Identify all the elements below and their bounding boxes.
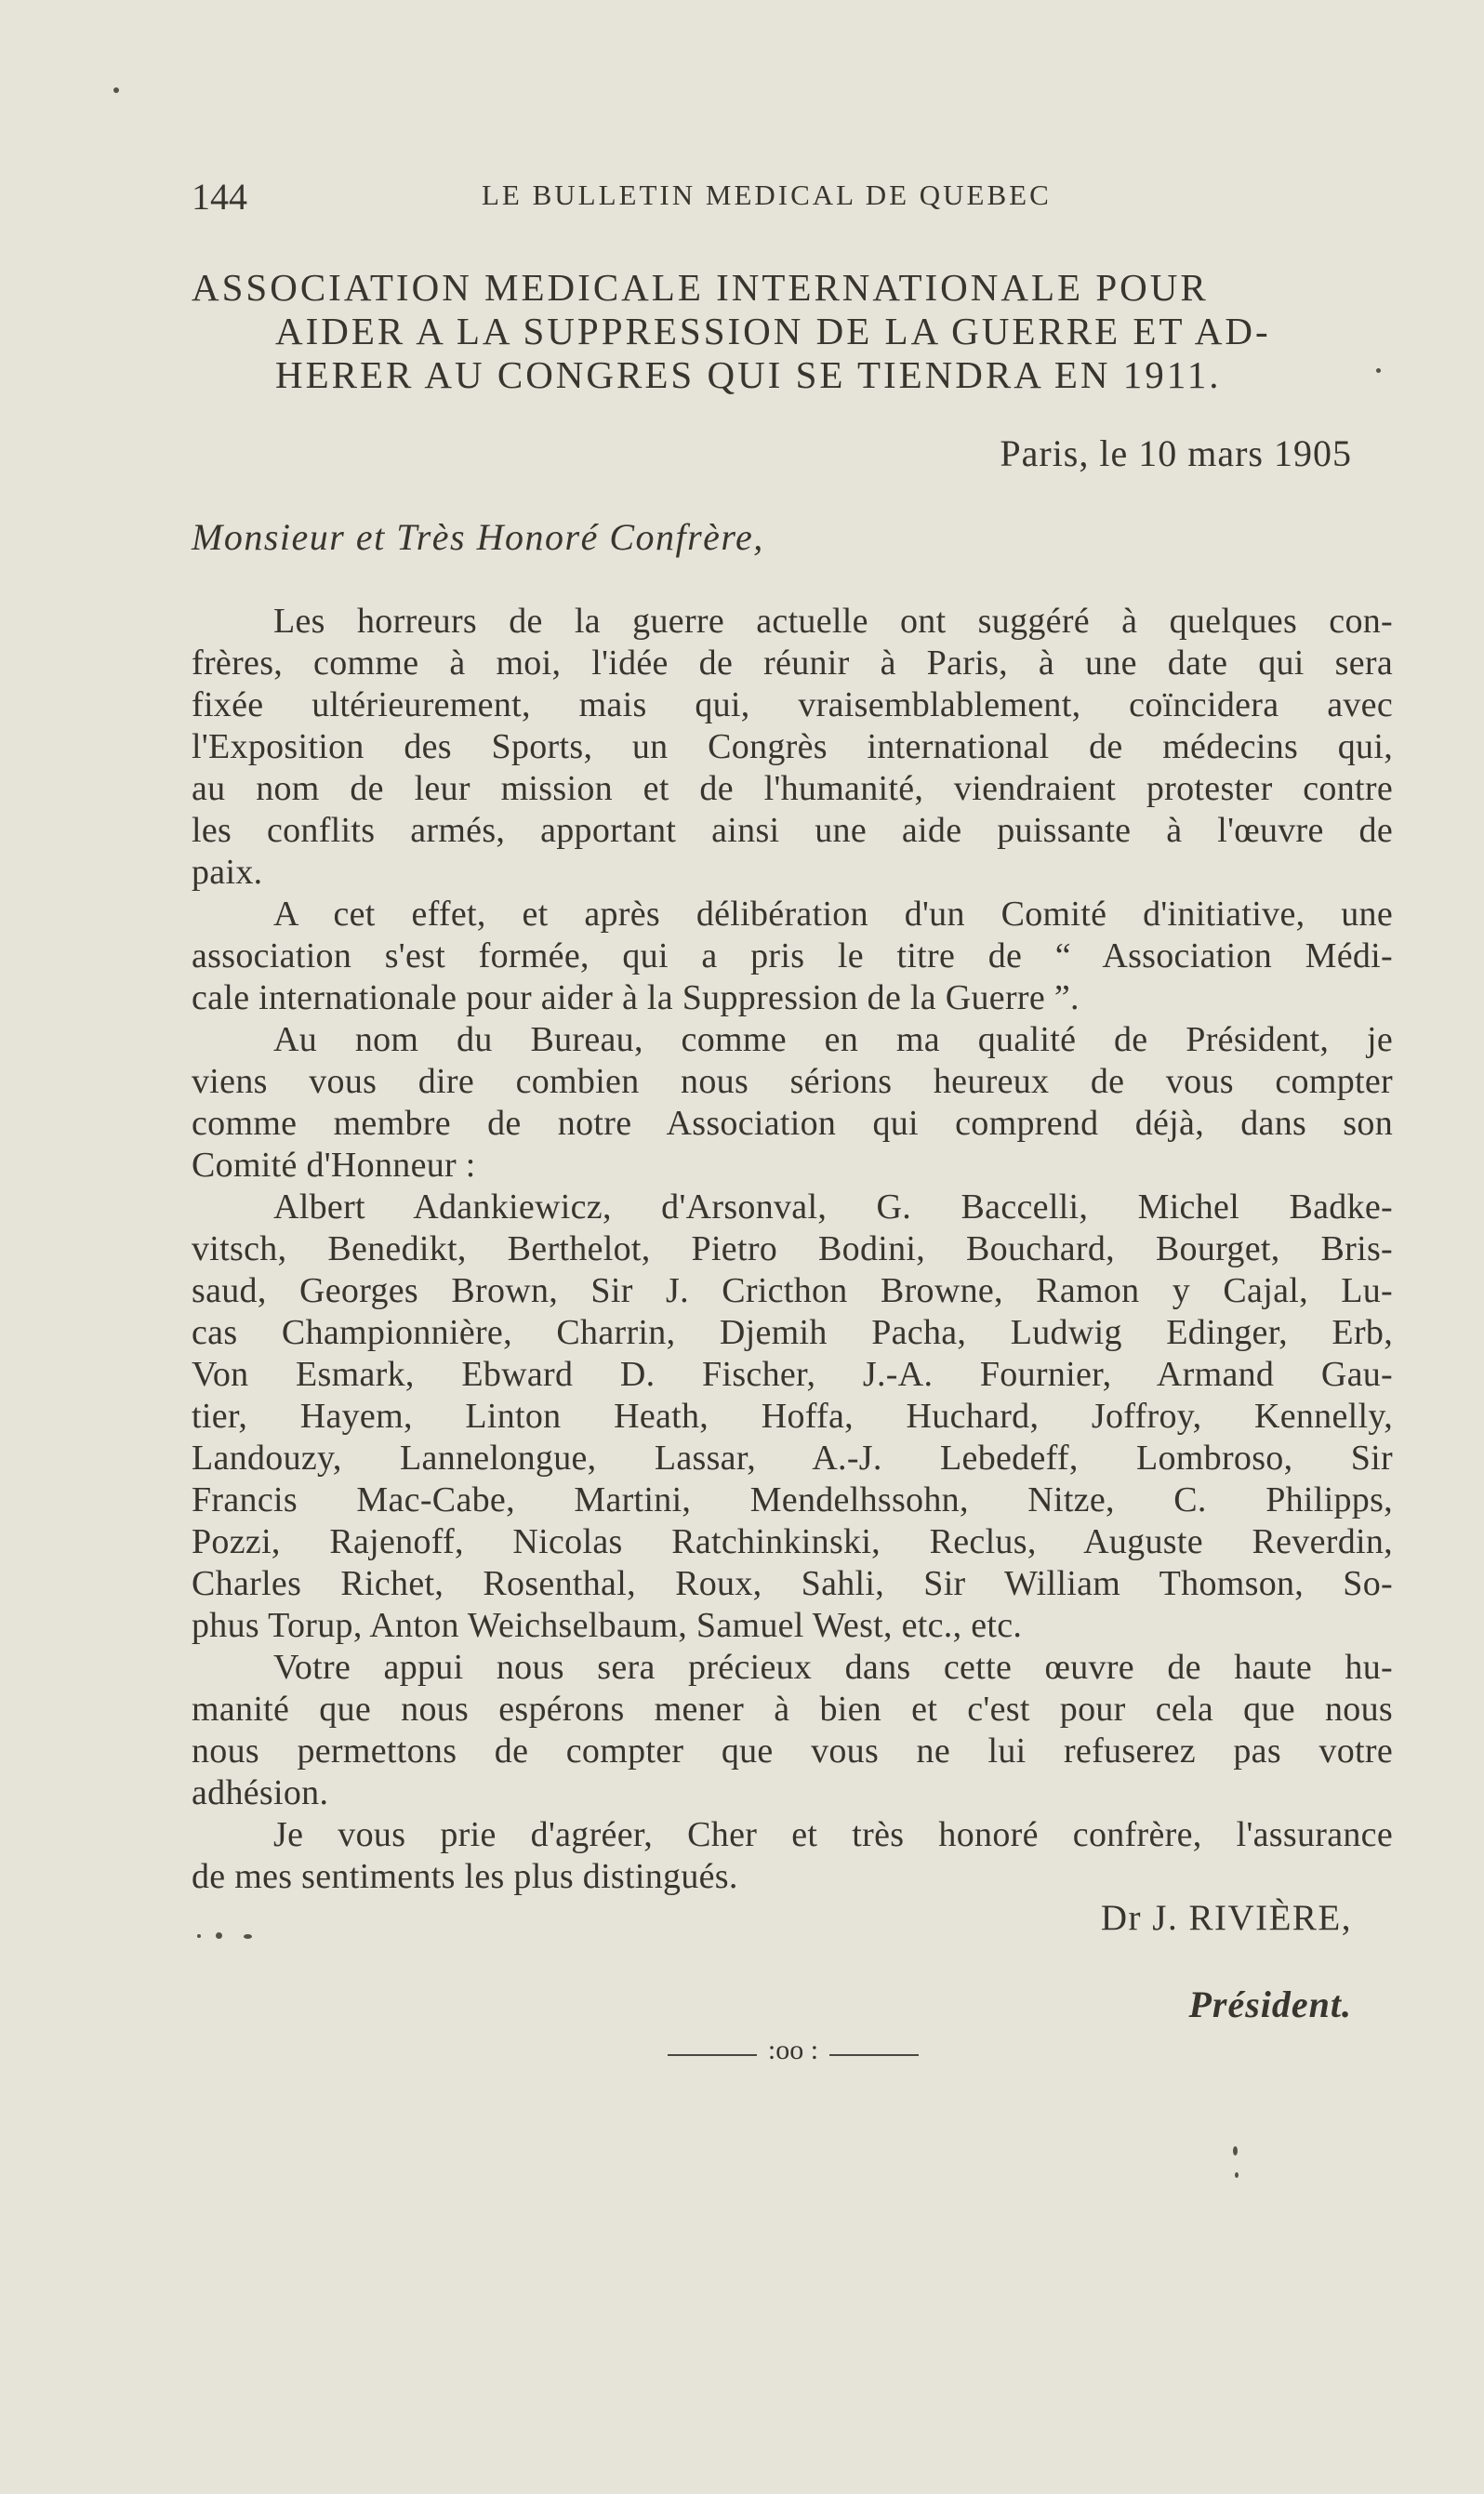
running-header <box>192 175 1354 216</box>
heading-line: HERER AU CONGRES QUI SE TIENDRA EN 1911. <box>275 353 1222 396</box>
text-line: au nom de leur mission et de l'humanité, viendraient protester contre <box>192 769 1393 808</box>
separator-rule-left <box>668 2054 757 2056</box>
text-line: saud, Georges Brown, Sir J. Cricthon Browne, Ramon y Cajal, Lu- <box>192 1271 1393 1310</box>
paper-speck <box>1235 2172 1239 2178</box>
paper-speck <box>244 1934 252 1939</box>
text-line: A cet effet, et après délibération d'un Comité d'initiative, une <box>273 895 1393 934</box>
text-line: manité que nous espérons mener à bien et c'est pour cela que nous <box>192 1690 1393 1729</box>
heading-line: ASSOCIATION MEDICALE INTERNATIONALE POUR <box>192 266 1209 309</box>
text-line: nous permettons de compter que vous ne lui refuserez pas votre <box>192 1731 1393 1771</box>
signature-title: Président. <box>1188 1983 1352 2025</box>
separator-ornament: :oo : <box>767 2035 819 2065</box>
paper-speck <box>1233 2146 1238 2156</box>
salutation: Monsieur et Très Honoré Confrère, <box>192 516 764 558</box>
paper-speck <box>216 1932 222 1939</box>
letter-body <box>192 601 1393 1898</box>
text-line: fixée ultérieurement, mais qui, vraisemblablement, coïncidera avec <box>192 685 1393 724</box>
text-line: Je vous prie d'agréer, Cher et très honoré confrère, l'assurance <box>273 1815 1393 1854</box>
text-line: tier, Hayem, Linton Heath, Hoffa, Huchard, Joffroy, Kennelly, <box>192 1397 1393 1436</box>
text-line: vitsch, Benedikt, Berthelot, Pietro Bodini, Bouchard, Bourget, Bris- <box>192 1229 1393 1268</box>
text-line: Comité d'Honneur : <box>192 1146 476 1185</box>
text-line: comme membre de notre Association qui comprend déjà, dans son <box>192 1104 1393 1143</box>
text-line: paix. <box>192 853 263 892</box>
text-line: Albert Adankiewicz, d'Arsonval, G. Baccelli, Michel Badke- <box>273 1187 1393 1227</box>
text-line: association s'est formée, qui a pris le titre de “ Association Médi- <box>192 936 1393 975</box>
text-line: Au nom du Bureau, comme en ma qualité de Président, je <box>273 1020 1393 1059</box>
text-line: cas Championnière, Charrin, Djemih Pacha, Ludwig Edinger, Erb, <box>192 1313 1393 1352</box>
text-line: de mes sentiments les plus distingués. <box>192 1857 738 1896</box>
page-number: 144 <box>192 176 247 218</box>
dateline: Paris, le 10 mars 1905 <box>1000 432 1352 474</box>
signature: Dr J. RIVIÈRE, <box>1100 1898 1352 1938</box>
text-line: Charles Richet, Rosenthal, Roux, Sahli, Sir William Thomson, So- <box>192 1564 1393 1603</box>
section-separator <box>668 2035 919 2072</box>
text-line: phus Torup, Anton Weichselbaum, Samuel West, etc., etc. <box>192 1606 1023 1645</box>
article-heading <box>192 266 1391 397</box>
text-line: l'Exposition des Sports, un Congrès international de médecins qui, <box>192 727 1393 766</box>
heading-line: AIDER A LA SUPPRESSION DE LA GUERRE ET AD- <box>275 310 1271 352</box>
text-line: cale internationale pour aider à la Suppression de la Guerre ”. <box>192 978 1080 1017</box>
text-line: Landouzy, Lannelongue, Lassar, A.-J. Lebedeff, Lombroso, Sir <box>192 1439 1393 1478</box>
paper-speck <box>1376 368 1381 373</box>
text-line: frères, comme à moi, l'idée de réunir à Paris, à une date qui sera <box>192 643 1393 683</box>
text-line: viens vous dire combien nous sérions heureux de vous compter <box>192 1062 1393 1101</box>
separator-rule-right <box>829 2054 919 2056</box>
paper-speck <box>113 87 119 93</box>
journal-title: LE BULLETIN MEDICAL DE QUEBEC <box>482 179 1052 211</box>
text-line: les conflits armés, apportant ainsi une aide puissante à l'œuvre de <box>192 811 1393 850</box>
text-line: Von Esmark, Ebward D. Fischer, J.-A. Fournier, Armand Gau- <box>192 1355 1393 1394</box>
text-line: Votre appui nous sera précieux dans cette œuvre de haute hu- <box>273 1648 1393 1687</box>
text-line: adhésion. <box>192 1773 329 1812</box>
paper-speck <box>197 1934 201 1938</box>
text-line: Les horreurs de la guerre actuelle ont suggéré à quelques con- <box>273 602 1393 641</box>
text-line: Pozzi, Rajenoff, Nicolas Ratchinkinski, Reclus, Auguste Reverdin, <box>192 1522 1393 1561</box>
text-line: Francis Mac-Cabe, Martini, Mendelhssohn, Nitze, C. Philipps, <box>192 1480 1393 1519</box>
